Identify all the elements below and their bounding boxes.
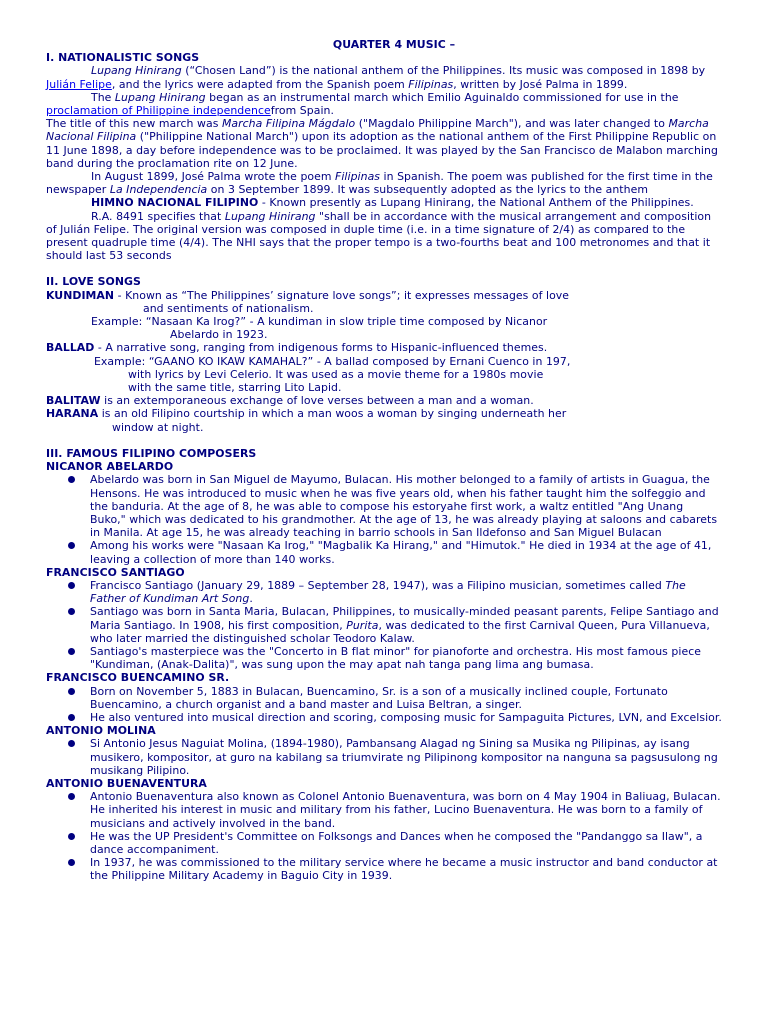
paragraph-himno-nacional: HIMNO NACIONAL FILIPINO - Known presently as Lupang Hinirang, the National Anthem of the Philippines. <box>91 196 694 210</box>
page-title: QUARTER 4 MUSIC – <box>332 38 456 51</box>
bullet-icon <box>68 714 75 721</box>
list-item: He was the UP President's Committee on Folksongs and Dances when he composed the "Pandanggo sa Ilaw", a dance accompaniment. <box>46 830 722 856</box>
buencamino-bullets <box>46 685 722 725</box>
list-item: Santiago's masterpiece was the "Concerto in B flat minor" for pianoforte and orchestra. His most famous piece "Kundiman, (Anak-Dalita)", was sung upon the may apat nah tanga pang lima ang bumasa. <box>46 645 722 671</box>
list-item: Santiago was born in Santa Maria, Bulacan, Philippines, to musically-minded peasant parents, Felipe Santiago and Maria Santiago. In 1908, his first composition, Purita, was dedicated to the first Carnival Queen, Pura Villanueva, who later married the distinguished scholar Teodoro Kalaw. <box>46 605 722 645</box>
paragraph-filipinas-poem: In August 1899, José Palma wrote the poem Filipinas in Spanish. The poem was published for the first time in the newspaper La Independencia on 3 September 1899. It was subsequently adopted as the lyrics to the anthem <box>46 170 713 197</box>
list-item: He also ventured into musical direction and scoring, composing music for Sampaguita Pictures, LVN, and Excelsior. <box>46 711 722 724</box>
paragraph-lupang-hinirang: Lupang Hinirang (“Chosen Land”) is the national anthem of the Philippines. Its music was composed in 1898 by Julián Felipe, and the lyrics were adapted from the Spanish poem Filipinas, written by José Palma in 1899. <box>46 64 706 91</box>
balitaw-entry: BALITAW is an extemporaneous exchange of love verses between a man and a woman. <box>46 394 534 408</box>
bullet-icon <box>68 542 75 549</box>
kundiman-entry: KUNDIMAN - Known as “The Philippines’ signature love songs”; it expresses messages of love and sentiments of nationalism. Example: “Nasaan Ka Irog?” - A kundiman in slow triple time composed by Nicanor Abelardo in 1923. <box>46 288 570 342</box>
list-item: Abelardo was born in San Miguel de Mayumo, Bulacan. His mother belonged to a family of artists in Guagua, the Hensons. He was introduced to music when he was five years old, when his father taught him the solfeggio and the banduria. At the age of 8, he was able to compose his estoryahe first work, a waltz entitled "Ang Unang Buko," which was dedicated to his grandmother. At the age of 13, he was already playing at saloons and cabarets in Manila. At age 15, he was already teaching in barrio schools in San Ildefonso and San Miguel Bulacan <box>46 473 722 539</box>
bullet-icon <box>68 740 75 747</box>
section-heading-composers: III. FAMOUS FILIPINO COMPOSERS <box>46 446 257 460</box>
santiago-bullets <box>46 579 722 671</box>
bullet-icon <box>68 793 75 800</box>
composer-name-buencamino: FRANCISCO BUENCAMINO SR. <box>46 671 230 685</box>
list-item: Francisco Santiago (January 29, 1889 – September 28, 1947), was a Filipino musician, sometimes called The Father of Kundiman Art Song. <box>46 579 722 605</box>
link-proclamation-independence[interactable]: proclamation of Philippine independence <box>46 104 271 118</box>
harana-entry: HARANA is an old Filipino courtship in which a man woos a woman by singing underneath her window at night. <box>46 407 567 434</box>
bullet-icon <box>68 582 75 589</box>
section-heading-nationalistic-songs: I. NATIONALISTIC SONGS <box>46 51 200 65</box>
buenaventura-bullets <box>46 790 722 882</box>
list-item: In 1937, he was commissioned to the military service where he became a music instructor and band conductor at the Philippine Military Academy in Baguio City in 1939. <box>46 856 722 882</box>
bullet-icon <box>68 833 75 840</box>
composer-name-santiago: FRANCISCO SANTIAGO <box>46 565 185 579</box>
bullet-icon <box>68 688 75 695</box>
list-item: Antonio Buenaventura also known as Colonel Antonio Buenaventura, was born on 4 May 1904 in Baliuag, Bulacan. He inherited his interest in music and military from his father, Lucino Buenaventura. He was born to a family of musicians and actively involved in the band. <box>46 790 722 830</box>
bullet-icon <box>68 648 75 655</box>
link-julian-felipe[interactable]: Julián Felipe <box>46 77 112 91</box>
ballad-entry: BALLAD - A narrative song, ranging from indigenous forms to Hispanic-influenced themes. Example: “GAANO KO IKAW KAMAHAL?” - A ballad composed by Ernani Cuenco in 197, with lyrics by Levi Celerio. It was used as a movie theme for a 1980s movie with the same title, starring Lito Lapid. <box>46 341 571 395</box>
list-item: Among his works were "Nasaan Ka Irog," "Magbalik Ka Hirang," and "Himutok." He died in 1934 at the age of 41, leaving a collection of more than 140 works. <box>46 539 722 565</box>
list-item: Born on November 5, 1883 in Bulacan, Buencamino, Sr. is a son of a musically inclined couple, Fortunato Buencamino, a church organist and a band master and Luisa Beltran, a singer. <box>46 685 722 711</box>
paragraph-instrumental-march: The Lupang Hinirang began as an instrumental march which Emilio Aguinaldo commissioned for use in the proclamation of Philippine independencefrom Spain. <box>46 90 679 118</box>
bullet-icon <box>68 608 75 615</box>
paragraph-march-title: The title of this new march was Marcha Filipina Mágdalo ("Magdalo Philippine March"), and was later changed to Marcha Nacional Filipina ("Philippine National March") upon its adoption as the national anthem of the First Philippine Republic on 11 June 1898, a day before independence was to be proclaimed. It was played by the San Francisco de Malabon marching band during the proclamation rite on 12 June. <box>46 117 718 170</box>
list-item: Si Antonio Jesus Naguiat Molina, (1894-1980), Pambansang Alagad ng Sining sa Musika ng Pilipinas, ay isang musikero, kompositor, at guro na kabilang sa triumvirate ng Pilipinong kompositor na nanguna sa pagsusulong ng musikang Pilipino. <box>46 737 722 777</box>
bullet-icon <box>68 476 75 483</box>
molina-bullets <box>46 737 722 777</box>
composer-name-buenaventura: ANTONIO BUENAVENTURA <box>46 776 207 790</box>
bullet-icon <box>68 859 75 866</box>
composer-name-molina: ANTONIO MOLINA <box>46 724 156 738</box>
abelardo-bullets <box>46 473 722 565</box>
paragraph-ra-8491: R.A. 8491 specifies that Lupang Hinirang "shall be in accordance with the musical arrangement and composition of Julián Felipe. The original version was composed in duple time (i.e. in a time signature of 2/4) as compared to the present quadruple time (4/4). The NHI says that the proper tempo is a two-fourths beat and 100 metronomes and that it should last 53 seconds <box>46 209 712 263</box>
section-heading-love-songs: II. LOVE SONGS <box>46 275 141 289</box>
composer-name-abelardo: NICANOR ABELARDO <box>46 460 174 474</box>
